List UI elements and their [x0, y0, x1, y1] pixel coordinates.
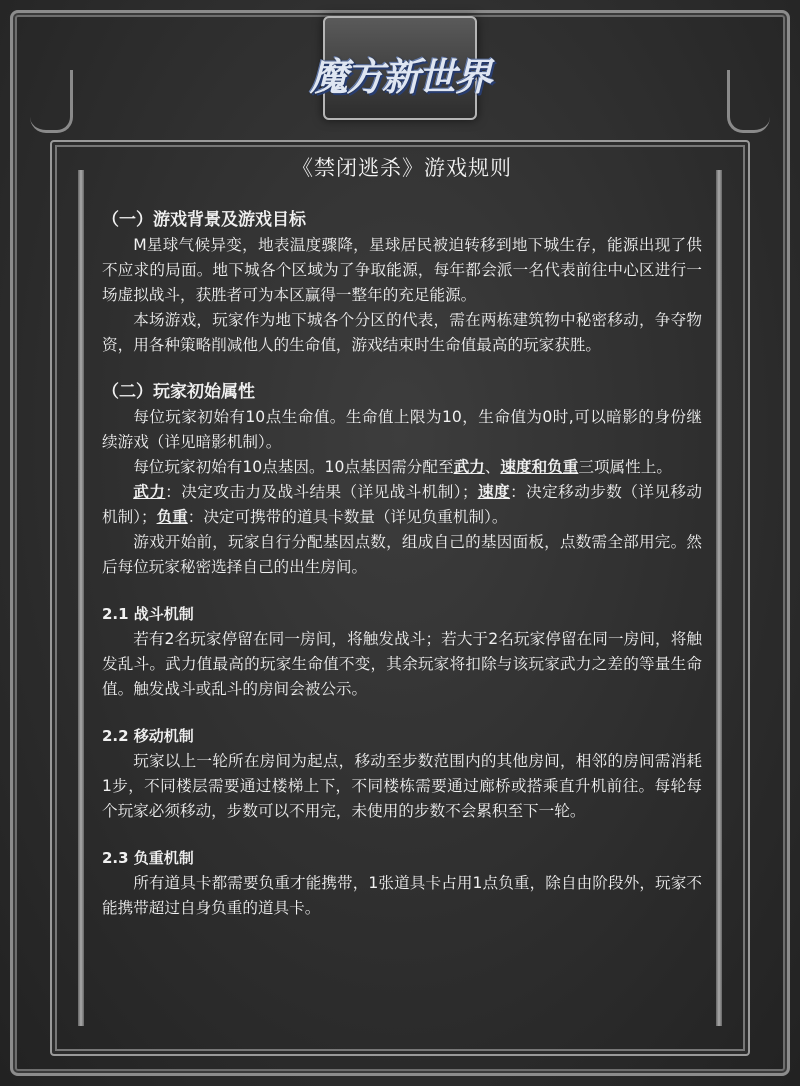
keyword-weight: 负重 [156, 508, 188, 526]
text-run: 每位玩家初始有10点基因。10点基因需分配至 [133, 458, 454, 476]
section-heading-attributes: （二）玩家初始属性 [102, 382, 255, 402]
frame-ornament-right [727, 70, 770, 133]
text-run: 三项属性上。 [578, 458, 672, 476]
section-paragraph [102, 480, 702, 530]
text-run: ：决定可携带的道具卡数量（详见负重机制）。 [187, 508, 508, 526]
keyword-speed-weight: 速度和负重 [500, 458, 579, 476]
section-heading-weight: 2.3 负重机制 [102, 849, 194, 867]
frame-rail-right [716, 170, 722, 1026]
keyword-speed: 速度 [477, 483, 511, 501]
section-paragraph: 玩家以上一轮所在房间为起点，移动至步数范围内的其他房间，相邻的房间需消耗1步，不同楼层需要通过楼梯上下，不同楼栋需要通过廊桥或搭乘直升机前往。每轮每个玩家必须移动，步数可以不用完，未使用的步数不会累积至下一轮。 [102, 752, 702, 820]
keyword-strength: 武力 [133, 483, 166, 501]
section-paragraph: M星球气候异变，地表温度骤降，星球居民被迫转移到地下城生存，能源出现了供不应求的局面。地下城各个区域为了争取能源，每年都会派一名代表前往中心区进行一场虚拟战斗，获胜者可为本区赢得一整年的充足能源。 [102, 236, 702, 304]
section-paragraph: 游戏开始前，玩家自行分配基因点数，组成自己的基因面板，点数需全部用完。然后每位玩家秘密选择自己的出生房间。 [102, 533, 702, 576]
section-heading-combat: 2.1 战斗机制 [102, 605, 194, 623]
keyword-strength: 武力 [453, 458, 485, 476]
section-paragraph: 每位玩家初始有10点生命值。生命值上限为10，生命值为0时,可以暗影的身份继续游戏（详见暗影机制）。 [102, 408, 702, 451]
section-heading-background: （一）游戏背景及游戏目标 [102, 210, 306, 230]
frame-ornament-left [30, 70, 73, 133]
show-logo [300, 10, 500, 120]
section-paragraph: 所有道具卡都需要负重才能携带，1张道具卡占用1点负重，除自由阶段外，玩家不能携带超过自身负重的道具卡。 [102, 874, 702, 917]
section-heading-movement: 2.2 移动机制 [102, 727, 194, 745]
logo-text: 魔方新世界 [309, 55, 490, 99]
section-paragraph: 本场游戏，玩家作为地下城各个分区的代表，需在两栋建筑物中秘密移动，争夺物资，用各种策略削减他人的生命值，游戏结束时生命值最高的玩家获胜。 [102, 311, 702, 354]
text-run: ：决定攻击力及战斗结果（详见战斗机制）； [165, 483, 478, 501]
section-paragraph [102, 455, 702, 480]
text-run: ：决定移动步数（详见移动机制）； [102, 483, 702, 526]
rules-content [102, 150, 702, 921]
frame-rail-left [78, 170, 84, 1026]
section-paragraph: 若有2名玩家停留在同一房间，将触发战斗；若大于2名玩家停留在同一房间，将触发乱斗。武力值最高的玩家生命值不变，其余玩家将扣除与该玩家武力之差的等量生命值。触发战斗或乱斗的房间会被公示。 [102, 630, 702, 698]
page-title: 《禁闭逃杀》游戏规则 [292, 156, 512, 180]
text-run: 、 [484, 458, 501, 476]
